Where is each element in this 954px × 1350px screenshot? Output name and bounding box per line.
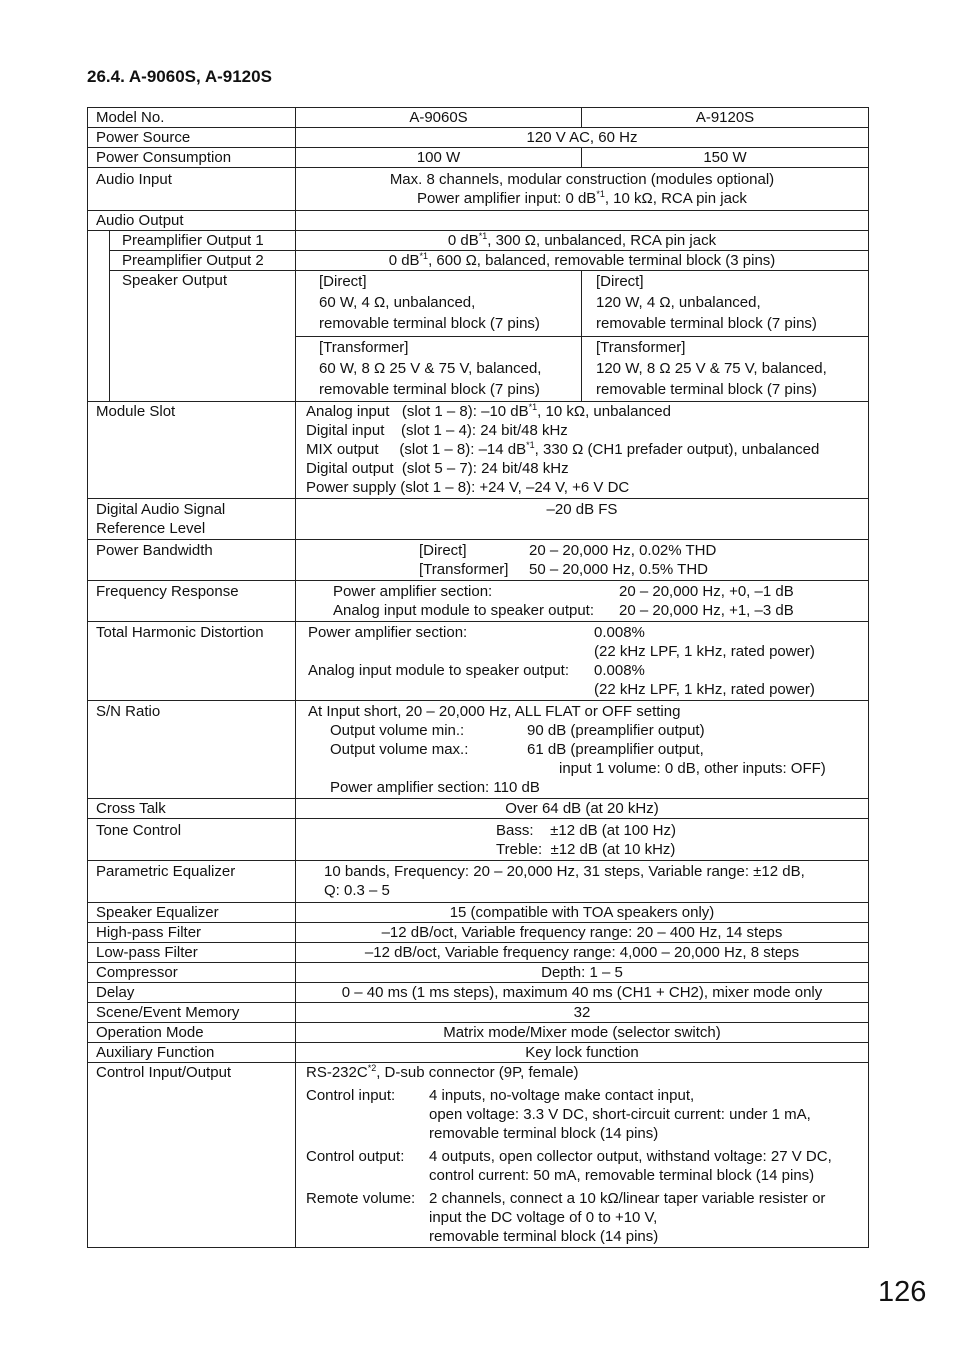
label-digital-ref bbox=[88, 499, 296, 540]
line: input the DC voltage of 0 to +10 V, bbox=[429, 1209, 658, 1226]
row-audio-input bbox=[88, 168, 869, 211]
label-preamp-output-1: Preamplifier Output 1 bbox=[110, 231, 296, 251]
text: Power amplifier input: 0 dB bbox=[417, 190, 597, 207]
row-speaker-eq bbox=[88, 903, 869, 923]
row-delay bbox=[88, 983, 869, 1003]
trans-b-3: removable terminal block (7 pins) bbox=[596, 381, 817, 398]
speaker-direct-b bbox=[582, 271, 868, 337]
line: removable terminal block (14 pins) bbox=[429, 1125, 659, 1142]
label-thd: Total Harmonic Distortion bbox=[88, 622, 296, 701]
audio-input-line1: Max. 8 channels, modular construction (modules optional) bbox=[389, 171, 775, 188]
label-compressor: Compressor bbox=[88, 963, 296, 983]
trans-b-1: [Transformer] bbox=[596, 339, 686, 356]
spacer bbox=[308, 680, 594, 699]
module-line-2: Digital input (slot 1 – 4): 24 bit/48 kHz bbox=[306, 422, 568, 439]
label-scene-memory: Scene/Event Memory bbox=[88, 1003, 296, 1023]
value-control-io bbox=[296, 1063, 869, 1248]
label-module-slot: Module Slot bbox=[88, 402, 296, 499]
label-cross-talk: Cross Talk bbox=[88, 799, 296, 819]
value-lpf: –12 dB/oct, Variable frequency range: 4,000 – 20,000 Hz, 8 steps bbox=[296, 943, 869, 963]
speaker-direct-a bbox=[296, 271, 582, 337]
module-line-1 bbox=[306, 402, 860, 421]
value-preamp-output-1 bbox=[296, 231, 869, 251]
value-power-bandwidth bbox=[296, 540, 869, 581]
module-line-5: Power supply (slot 1 – 8): +24 V, –24 V, +6 V DC bbox=[306, 479, 630, 496]
label-sn-ratio: S/N Ratio bbox=[88, 701, 296, 799]
row-lpf bbox=[88, 943, 869, 963]
key: Control output: bbox=[306, 1148, 405, 1165]
value: 20 – 20,000 Hz, +0, –1 dB bbox=[619, 583, 794, 600]
key: Remote volume: bbox=[306, 1190, 416, 1207]
value-operation-mode: Matrix mode/Mixer mode (selector switch) bbox=[296, 1023, 869, 1043]
label-hpf: High-pass Filter bbox=[88, 923, 296, 943]
label-line-1: Digital Audio Signal bbox=[96, 501, 226, 518]
value-audio-output bbox=[296, 211, 869, 231]
row-module-slot bbox=[88, 402, 869, 499]
value: 20 – 20,000 Hz, 0.02% THD bbox=[529, 542, 717, 559]
key: Output volume max.: bbox=[330, 741, 469, 758]
text: 0 dB bbox=[388, 252, 420, 269]
speaker-output-grid bbox=[296, 271, 868, 401]
sn-line-1: At Input short, 20 – 20,000 Hz, ALL FLAT or OFF setting bbox=[308, 703, 681, 720]
line: control current: 50 mA, removable terminal block (14 pins) bbox=[429, 1167, 815, 1184]
text: RS-232C bbox=[306, 1064, 368, 1081]
footnote-mark: *1 bbox=[526, 440, 535, 450]
module-line-4: Digital output (slot 5 – 7): 24 bit/48 kHz bbox=[306, 460, 569, 477]
key: [Transformer] bbox=[419, 561, 509, 578]
trans-a-2: 60 W, 8 Ω 25 V & 75 V, balanced, bbox=[319, 360, 542, 377]
label-preamp-output-2: Preamplifier Output 2 bbox=[110, 251, 296, 271]
row-cross-talk bbox=[88, 799, 869, 819]
row-control-io bbox=[88, 1063, 869, 1248]
value-compressor: Depth: 1 – 5 bbox=[296, 963, 869, 983]
value: 50 – 20,000 Hz, 0.5% THD bbox=[529, 561, 708, 578]
value-frequency-response bbox=[296, 581, 869, 622]
page-number: 126 bbox=[878, 1276, 927, 1308]
line: 4 outputs, open collector output, withstand voltage: 27 V DC, bbox=[429, 1148, 832, 1165]
value-thd bbox=[296, 622, 869, 701]
ctrl-remote-value bbox=[429, 1189, 860, 1246]
label-model: Model No. bbox=[88, 108, 296, 128]
text: , 300 Ω, unbalanced, RCA pin jack bbox=[487, 232, 717, 249]
direct-b-1: [Direct] bbox=[596, 273, 644, 290]
label-operation-mode: Operation Mode bbox=[88, 1023, 296, 1043]
label-lpf: Low-pass Filter bbox=[88, 943, 296, 963]
tone-bass: Bass: ±12 dB (at 100 Hz) bbox=[496, 822, 676, 839]
value-power-consumption-b: 150 W bbox=[582, 148, 869, 168]
value: 0.008% bbox=[594, 624, 645, 641]
value-delay: 0 – 40 ms (1 ms steps), maximum 40 ms (CH1 + CH2), mixer mode only bbox=[296, 983, 869, 1003]
value-hpf: –12 dB/oct, Variable frequency range: 20 – 400 Hz, 14 steps bbox=[296, 923, 869, 943]
row-hpf bbox=[88, 923, 869, 943]
text: , 10 kΩ, RCA pin jack bbox=[604, 190, 747, 207]
audio-input-line2 bbox=[304, 189, 860, 208]
label-auxiliary-function: Auxiliary Function bbox=[88, 1043, 296, 1063]
trans-a-3: removable terminal block (7 pins) bbox=[319, 381, 540, 398]
label-parametric-eq: Parametric Equalizer bbox=[88, 861, 296, 903]
row-parametric-eq bbox=[88, 861, 869, 903]
label-power-source: Power Source bbox=[88, 128, 296, 148]
row-compressor bbox=[88, 963, 869, 983]
value-sn-ratio bbox=[296, 701, 869, 799]
key: Power amplifier section: bbox=[308, 624, 468, 641]
speaker-trans-a bbox=[296, 337, 582, 401]
freq-grid bbox=[333, 582, 860, 620]
footnote-mark: *1 bbox=[419, 251, 429, 261]
row-scene-memory bbox=[88, 1003, 869, 1023]
sn-line-5: Power amplifier section: 110 dB bbox=[330, 779, 540, 796]
text: MIX output (slot 1 – 8): –14 dB bbox=[306, 441, 527, 458]
peq-line-1: 10 bands, Frequency: 20 – 20,000 Hz, 31 steps, Variable range: ±12 dB, bbox=[324, 863, 805, 880]
label-audio-input: Audio Input bbox=[88, 168, 296, 211]
row-audio-output bbox=[88, 211, 869, 231]
label-speaker-output: Speaker Output bbox=[110, 271, 296, 402]
value-speaker-output bbox=[296, 271, 869, 402]
value-scene-memory: 32 bbox=[296, 1003, 869, 1023]
direct-a-2: 60 W, 4 Ω, unbalanced, bbox=[319, 294, 476, 311]
text: 0 dB bbox=[447, 232, 479, 249]
module-line-3 bbox=[306, 440, 860, 459]
footnote-mark: *2 bbox=[367, 1063, 377, 1073]
row-frequency-response bbox=[88, 581, 869, 622]
line: 4 inputs, no-voltage make contact input, bbox=[429, 1087, 695, 1104]
label-frequency-response: Frequency Response bbox=[88, 581, 296, 622]
key: [Direct] bbox=[419, 542, 467, 559]
value-digital-ref: –20 dB FS bbox=[296, 499, 869, 540]
label-tone-control: Tone Control bbox=[88, 819, 296, 861]
key: Analog input module to speaker output: bbox=[333, 602, 595, 619]
row-power-consumption bbox=[88, 148, 869, 168]
spec-table bbox=[87, 107, 869, 1248]
key: Control input: bbox=[306, 1087, 396, 1104]
value-model-a: A-9060S bbox=[296, 108, 582, 128]
text: , D-sub connector (9P, female) bbox=[376, 1064, 579, 1081]
ctrl-input-value bbox=[429, 1086, 860, 1143]
value-preamp-output-2 bbox=[296, 251, 869, 271]
footnote-mark: *1 bbox=[478, 231, 488, 241]
row-model bbox=[88, 108, 869, 128]
thd-grid bbox=[308, 623, 860, 699]
text: Analog input (slot 1 – 8): –10 dB bbox=[306, 403, 529, 420]
direct-a-3: removable terminal block (7 pins) bbox=[319, 315, 540, 332]
direct-a-1: [Direct] bbox=[319, 273, 367, 290]
ctrl-grid bbox=[306, 1086, 860, 1246]
section-title: 26.4. A-9060S, A-9120S bbox=[87, 67, 272, 86]
value: (22 kHz LPF, 1 kHz, rated power) bbox=[594, 643, 815, 660]
row-power-bandwidth bbox=[88, 540, 869, 581]
row-preamp-output-1 bbox=[88, 231, 869, 251]
trans-b-2: 120 W, 8 Ω 25 V & 75 V, balanced, bbox=[596, 360, 827, 377]
spacer bbox=[308, 642, 594, 661]
value-tone-control bbox=[296, 819, 869, 861]
value-parametric-eq bbox=[296, 861, 869, 903]
value-module-slot bbox=[296, 402, 869, 499]
tone-treble: Treble: ±12 dB (at 10 kHz) bbox=[496, 841, 676, 858]
label-speaker-eq: Speaker Equalizer bbox=[88, 903, 296, 923]
value-power-source: 120 V AC, 60 Hz bbox=[296, 128, 869, 148]
footnote-mark: *1 bbox=[528, 402, 538, 412]
value-speaker-eq: 15 (compatible with TOA speakers only) bbox=[296, 903, 869, 923]
row-thd bbox=[88, 622, 869, 701]
label-delay: Delay bbox=[88, 983, 296, 1003]
text: , 10 kΩ, unbalanced bbox=[537, 403, 671, 420]
row-power-source bbox=[88, 128, 869, 148]
value-power-consumption-a: 100 W bbox=[296, 148, 582, 168]
value: 61 dB (preamplifier output, bbox=[527, 741, 704, 758]
direct-b-2: 120 W, 4 Ω, unbalanced, bbox=[596, 294, 761, 311]
key: Output volume min.: bbox=[330, 722, 465, 739]
label-audio-output: Audio Output bbox=[88, 211, 296, 231]
sn-grid bbox=[308, 721, 860, 759]
value: (22 kHz LPF, 1 kHz, rated power) bbox=[594, 681, 815, 698]
speaker-trans-b bbox=[582, 337, 868, 401]
key: Power amplifier section: bbox=[333, 583, 493, 600]
label-power-consumption: Power Consumption bbox=[88, 148, 296, 168]
ctrl-output-value bbox=[429, 1147, 860, 1185]
row-speaker-output bbox=[88, 271, 869, 402]
power-bw-grid bbox=[419, 541, 860, 579]
key: Analog input module to speaker output: bbox=[308, 662, 570, 679]
value: 90 dB (preamplifier output) bbox=[527, 722, 705, 739]
row-sn-ratio bbox=[88, 701, 869, 799]
value-model-b: A-9120S bbox=[582, 108, 869, 128]
label-line-2: Reference Level bbox=[96, 520, 206, 537]
value: 20 – 20,000 Hz, +1, –3 dB bbox=[619, 602, 794, 619]
value-cross-talk: Over 64 dB (at 20 kHz) bbox=[296, 799, 869, 819]
value-audio-input bbox=[296, 168, 869, 211]
indent-cell bbox=[88, 231, 110, 402]
ctrl-line-1 bbox=[306, 1063, 860, 1082]
label-control-io: Control Input/Output bbox=[88, 1063, 296, 1248]
line: 2 channels, connect a 10 kΩ/linear taper variable resister or bbox=[429, 1190, 826, 1207]
row-tone-control bbox=[88, 819, 869, 861]
row-auxiliary-function bbox=[88, 1043, 869, 1063]
text: , 600 Ω, balanced, removable terminal block (3 pins) bbox=[428, 252, 776, 269]
footnote-mark: *1 bbox=[596, 189, 605, 199]
trans-a-1: [Transformer] bbox=[319, 339, 409, 356]
peq-line-2: Q: 0.3 – 5 bbox=[324, 882, 390, 899]
direct-b-3: removable terminal block (7 pins) bbox=[596, 315, 817, 332]
text: , 330 Ω (CH1 prefader output), unbalanced bbox=[534, 441, 820, 458]
value-auxiliary-function: Key lock function bbox=[296, 1043, 869, 1063]
line: removable terminal block (14 pins) bbox=[429, 1228, 659, 1245]
line: open voltage: 3.3 V DC, short-circuit current: under 1 mA, bbox=[429, 1106, 811, 1123]
value: 0.008% bbox=[594, 662, 645, 679]
label-power-bandwidth: Power Bandwidth bbox=[88, 540, 296, 581]
row-preamp-output-2 bbox=[88, 251, 869, 271]
sn-line-4: input 1 volume: 0 dB, other inputs: OFF) bbox=[559, 760, 826, 777]
row-operation-mode bbox=[88, 1023, 869, 1043]
row-digital-ref bbox=[88, 499, 869, 540]
